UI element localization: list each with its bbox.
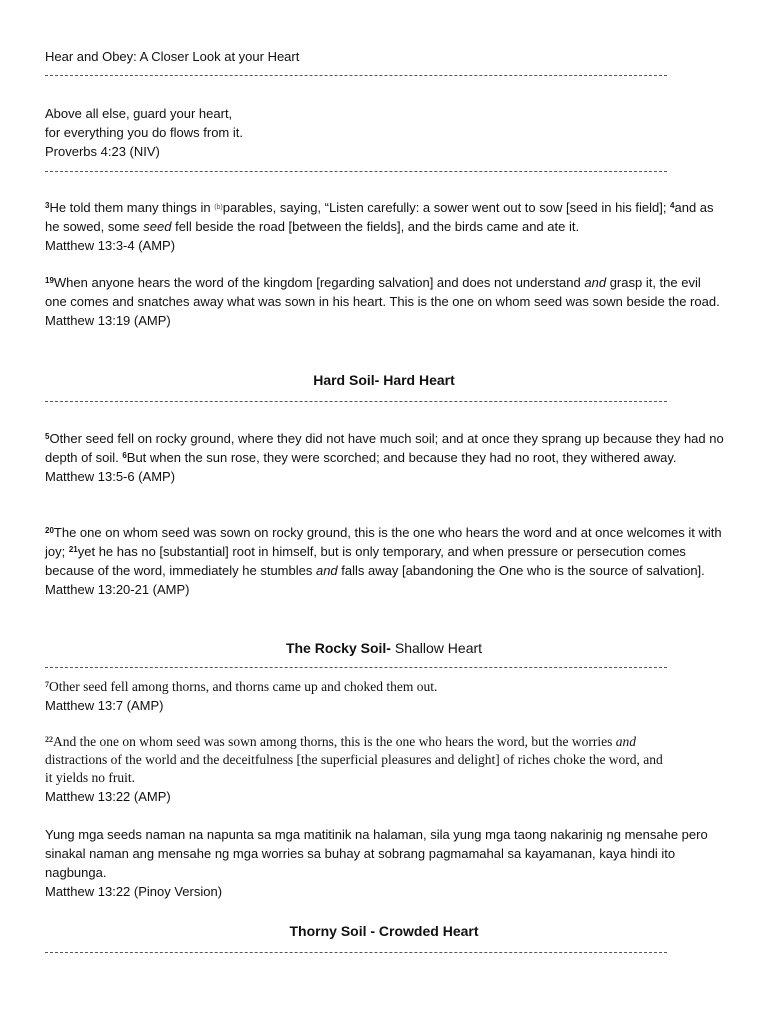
- verse-text: When anyone hears the word of the kingdom [regarding salvation] and does not understand: [53, 275, 585, 290]
- passage-text: [45, 523, 725, 580]
- verse-reference: Matthew 13:20-21 (AMP): [45, 582, 190, 597]
- verse-text: fell beside the road [between the fields], and the birds came and ate it.: [171, 219, 580, 234]
- verse-text: Other seed fell among thorns, and thorns came up and choked them out.: [49, 679, 438, 694]
- verse-reference: Matthew 13:22 (Pinoy Version): [45, 884, 223, 899]
- passage-text: Yung mga seeds naman na napunta sa mga matitinik na halaman, sila yung mga taong nakarinig ng mensahe pero sinakal naman ang mensahe ng mga worries sa buhay at sobrang pagmamahal sa kayamanan, kaya hindi ito nagbunga.: [45, 827, 708, 880]
- verse-reference: Matthew 13:5-6 (AMP): [45, 469, 176, 484]
- verse-reference: Matthew 13:22 (AMP): [45, 789, 171, 804]
- passage-text: [45, 733, 665, 787]
- heading-bold-part: The Rocky Soil-: [285, 640, 391, 656]
- verse-number: 7: [45, 680, 49, 689]
- footnote-marker: (b): [214, 204, 223, 211]
- document-title: [45, 47, 725, 66]
- verse-number: 5: [45, 432, 50, 441]
- divider: [45, 401, 667, 402]
- divider: [45, 952, 667, 953]
- verse-text: parables, saying, “Listen carefully: a sower went out to sow [seed in his field];: [222, 200, 671, 215]
- verse-text: Other seed fell on rocky ground, where they did not have much soil; and at once they sprang up because they had no depth of soil.: [45, 431, 724, 465]
- title-text: Hear and Obey: A Closer Look at your Heart: [45, 49, 300, 64]
- passage-matthew-13-3-4: [45, 198, 725, 255]
- intro-line-2: for everything you do flows from it.: [45, 125, 243, 140]
- verse-text: He told them many things in: [49, 200, 215, 215]
- passage-matthew-13-20-21: [45, 523, 725, 599]
- passage-matthew-13-7: [45, 678, 725, 715]
- verse-text: The one on whom seed was sown on rocky ground, this is the one who hears the word and at once welcomes it with joy;: [45, 525, 722, 559]
- verse-text: grasp it, the evil one comes and snatches away what was sown in his heart. This is the one on whom seed was sown beside the road.: [45, 275, 720, 309]
- passage-matthew-13-5-6: [45, 429, 725, 486]
- divider: [45, 667, 667, 668]
- verse-text: yet he has no [substantial] root in himself, but is only temporary, and when pressure or persecution comes because of the word, immediately he stumbles: [45, 544, 686, 578]
- verse-text-italic: and: [315, 563, 338, 578]
- passage-text: [45, 678, 725, 696]
- verse-number: 19: [45, 276, 54, 285]
- verse-reference: Matthew 13:19 (AMP): [45, 313, 171, 328]
- verse-number: 21: [68, 545, 78, 554]
- verse-reference: Matthew 13:7 (AMP): [45, 698, 164, 713]
- verse-text: falls away [abandoning the One who is the source of salvation].: [337, 563, 705, 578]
- heading-light-part: Shallow Heart: [390, 640, 483, 656]
- section-heading-hard-soil: Hard Soil- Hard Heart: [313, 372, 455, 388]
- verse-reference: Matthew 13:3-4 (AMP): [45, 238, 176, 253]
- verse-text: distractions of the world and the deceitfulness [the superficial pleasures and delight] of riches choke the word, and it yields no fruit.: [45, 752, 663, 785]
- verse-number: 4: [670, 201, 675, 210]
- verse-text: But when the sun rose, they were scorched; and because they had no root, they withered away.: [126, 450, 677, 465]
- verse-number: 3: [45, 201, 50, 210]
- verse-text-italic: and: [615, 734, 637, 749]
- passage-matthew-13-19: [45, 273, 725, 330]
- intro-line-1: Above all else, guard your heart,: [45, 106, 233, 121]
- passage-matthew-13-22: [45, 733, 665, 806]
- verse-text-italic: and: [584, 275, 607, 290]
- passage-pinoy-version: [45, 825, 725, 901]
- passage-text: [45, 429, 725, 467]
- verse-number: 20: [45, 526, 54, 535]
- passage-text: [45, 273, 725, 311]
- verse-number: 6: [122, 451, 127, 460]
- verse-text-italic: seed: [143, 219, 172, 234]
- verse-text: and as he sowed, some: [45, 200, 714, 234]
- intro-reference: Proverbs 4:23 (NIV): [45, 144, 160, 159]
- divider: [45, 75, 667, 76]
- section-heading-rocky-soil: [0, 638, 768, 658]
- passage-text: [45, 198, 725, 236]
- section-heading-thorny-soil: Thorny Soil - Crowded Heart: [289, 923, 479, 939]
- divider: [45, 171, 667, 172]
- verse-number: 22: [45, 735, 53, 744]
- intro-verse: [45, 104, 725, 161]
- verse-text: And the one on whom seed was sown among thorns, this is the one who hears the word, but the worries: [53, 734, 616, 749]
